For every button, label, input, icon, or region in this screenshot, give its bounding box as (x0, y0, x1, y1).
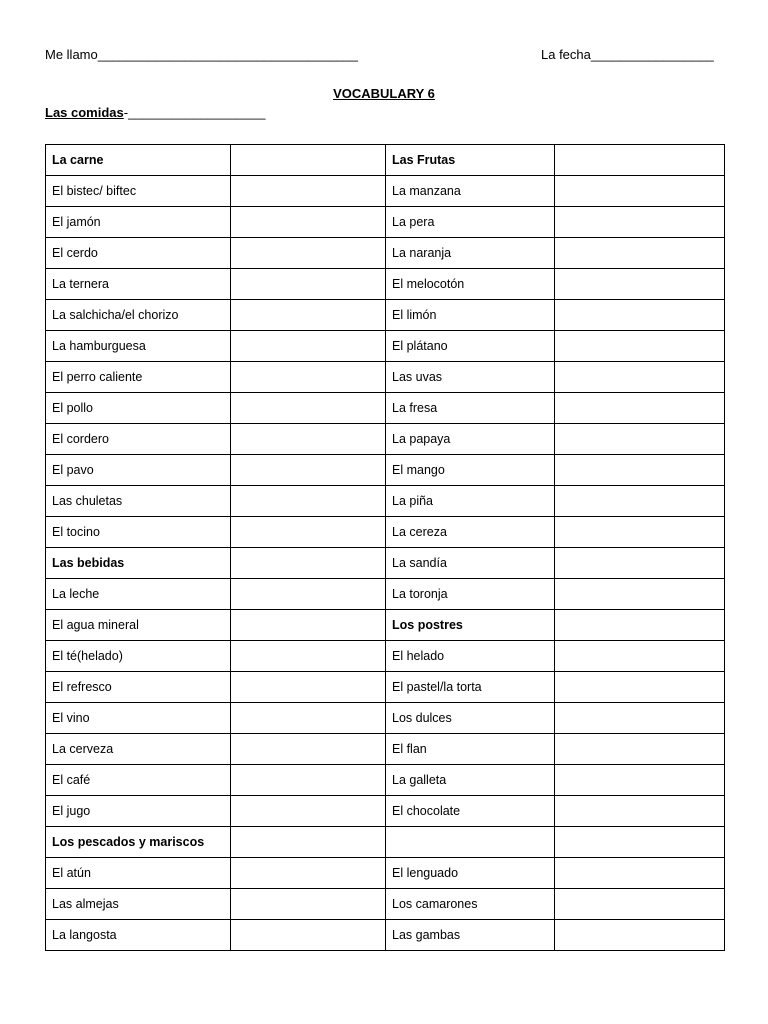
translation-answer-cell[interactable] (231, 858, 386, 889)
translation-answer-cell[interactable] (231, 734, 386, 765)
translation-answer-cell[interactable] (555, 579, 725, 610)
translation-answer-cell[interactable] (555, 517, 725, 548)
translation-answer-cell[interactable] (231, 238, 386, 269)
translation-answer-cell[interactable] (555, 486, 725, 517)
translation-answer-cell[interactable] (555, 827, 725, 858)
spanish-term-cell: El cordero (46, 424, 231, 455)
spanish-term-cell: La galleta (386, 765, 555, 796)
translation-answer-cell[interactable] (555, 889, 725, 920)
spanish-term-cell: La toronja (386, 579, 555, 610)
table-row (46, 331, 725, 362)
translation-answer-cell[interactable] (231, 827, 386, 858)
spanish-term-cell: El jamón (46, 207, 231, 238)
spanish-term-cell: El té(helado) (46, 641, 231, 672)
translation-answer-cell[interactable] (555, 672, 725, 703)
translation-answer-cell[interactable] (555, 300, 725, 331)
translation-answer-cell[interactable] (231, 610, 386, 641)
spanish-term-cell: Las gambas (386, 920, 555, 951)
translation-answer-cell[interactable] (555, 362, 725, 393)
spanish-term-cell: La sandía (386, 548, 555, 579)
table-row (46, 827, 725, 858)
name-label: Me llamo (45, 47, 98, 62)
name-field[interactable] (45, 47, 358, 62)
translation-answer-cell[interactable] (231, 424, 386, 455)
spanish-term-cell: El helado (386, 641, 555, 672)
translation-answer-cell[interactable] (231, 145, 386, 176)
spanish-term-cell: La manzana (386, 176, 555, 207)
spanish-term-cell: Las uvas (386, 362, 555, 393)
spanish-term-cell: El mango (386, 455, 555, 486)
spanish-term-cell: La naranja (386, 238, 555, 269)
date-label: La fecha (541, 47, 591, 62)
table-row (46, 517, 725, 548)
spanish-term-cell: Las chuletas (46, 486, 231, 517)
translation-answer-cell[interactable] (231, 641, 386, 672)
spanish-term-cell: El limón (386, 300, 555, 331)
translation-answer-cell[interactable] (555, 920, 725, 951)
translation-answer-cell[interactable] (555, 641, 725, 672)
translation-answer-cell[interactable] (555, 765, 725, 796)
spanish-term-cell: El jugo (46, 796, 231, 827)
table-row (46, 176, 725, 207)
page-title: VOCABULARY 6 (333, 86, 435, 101)
table-row (46, 610, 725, 641)
spanish-term-cell: El tocino (46, 517, 231, 548)
spanish-term-cell: El lenguado (386, 858, 555, 889)
translation-answer-cell[interactable] (231, 579, 386, 610)
table-row (46, 641, 725, 672)
table-row (46, 765, 725, 796)
spanish-term-cell: Los dulces (386, 703, 555, 734)
table-row (46, 548, 725, 579)
translation-answer-cell[interactable] (555, 455, 725, 486)
spanish-term-cell: La pera (386, 207, 555, 238)
translation-answer-cell[interactable] (231, 486, 386, 517)
date-blank[interactable]: _________________ (590, 47, 714, 62)
translation-answer-cell[interactable] (555, 796, 725, 827)
spanish-term-cell: El flan (386, 734, 555, 765)
spanish-term-cell: El pollo (46, 393, 231, 424)
spanish-term-cell: El pavo (46, 455, 231, 486)
name-blank[interactable]: ____________________________________ (97, 47, 359, 62)
section-heading (45, 105, 265, 120)
table-row (46, 579, 725, 610)
translation-answer-cell[interactable] (555, 610, 725, 641)
category-heading-cell: Las bebidas (46, 548, 231, 579)
translation-answer-cell[interactable] (231, 796, 386, 827)
table-row (46, 393, 725, 424)
spanish-term-cell: La fresa (386, 393, 555, 424)
translation-answer-cell[interactable] (555, 145, 725, 176)
spanish-term-cell: El refresco (46, 672, 231, 703)
spanish-term-cell: El café (46, 765, 231, 796)
translation-answer-cell[interactable] (231, 331, 386, 362)
table-row (46, 424, 725, 455)
spanish-term-cell: La hamburguesa (46, 331, 231, 362)
category-heading-cell: La carne (46, 145, 231, 176)
table-row (46, 145, 725, 176)
translation-answer-cell[interactable] (231, 393, 386, 424)
section-blank[interactable]: -___________________ (123, 105, 266, 120)
translation-answer-cell[interactable] (555, 548, 725, 579)
translation-answer-cell[interactable] (231, 517, 386, 548)
table-row (46, 734, 725, 765)
vocabulary-table (45, 144, 725, 951)
spanish-term-cell: La papaya (386, 424, 555, 455)
translation-answer-cell[interactable] (231, 920, 386, 951)
spanish-term-cell: El bistec/ biftec (46, 176, 231, 207)
spanish-term-cell: El vino (46, 703, 231, 734)
translation-answer-cell[interactable] (231, 269, 386, 300)
spanish-term-cell: El plátano (386, 331, 555, 362)
table-row (46, 238, 725, 269)
spanish-term-cell (386, 827, 555, 858)
table-row (46, 796, 725, 827)
spanish-term-cell: La cerveza (46, 734, 231, 765)
table-row (46, 362, 725, 393)
table-row (46, 269, 725, 300)
table-row (46, 300, 725, 331)
spanish-term-cell: La leche (46, 579, 231, 610)
translation-answer-cell[interactable] (231, 889, 386, 920)
table-row (46, 672, 725, 703)
table-row (46, 207, 725, 238)
date-field[interactable] (541, 47, 714, 62)
translation-answer-cell[interactable] (555, 207, 725, 238)
translation-answer-cell[interactable] (231, 362, 386, 393)
spanish-term-cell: La salchicha/el chorizo (46, 300, 231, 331)
translation-answer-cell[interactable] (555, 331, 725, 362)
translation-answer-cell[interactable] (555, 393, 725, 424)
spanish-term-cell: El melocotón (386, 269, 555, 300)
translation-answer-cell[interactable] (555, 424, 725, 455)
translation-answer-cell[interactable] (555, 734, 725, 765)
table-row (46, 486, 725, 517)
table-row (46, 889, 725, 920)
spanish-term-cell: La ternera (46, 269, 231, 300)
table-row (46, 920, 725, 951)
translation-answer-cell[interactable] (231, 176, 386, 207)
category-heading-cell: Los pescados y mariscos (46, 827, 231, 858)
translation-answer-cell[interactable] (555, 269, 725, 300)
section-label: Las comidas (45, 105, 124, 120)
spanish-term-cell: El pastel/la torta (386, 672, 555, 703)
translation-answer-cell[interactable] (231, 765, 386, 796)
translation-answer-cell[interactable] (555, 703, 725, 734)
spanish-term-cell: El atún (46, 858, 231, 889)
table-row (46, 858, 725, 889)
spanish-term-cell: El agua mineral (46, 610, 231, 641)
spanish-term-cell: Los camarones (386, 889, 555, 920)
category-heading-cell: Los postres (386, 610, 555, 641)
translation-answer-cell[interactable] (231, 455, 386, 486)
table-row (46, 455, 725, 486)
spanish-term-cell: La langosta (46, 920, 231, 951)
spanish-term-cell: Las almejas (46, 889, 231, 920)
translation-answer-cell[interactable] (555, 858, 725, 889)
category-heading-cell: Las Frutas (386, 145, 555, 176)
spanish-term-cell: La piña (386, 486, 555, 517)
vocabulary-table-body (46, 145, 725, 951)
translation-answer-cell[interactable] (231, 300, 386, 331)
spanish-term-cell: La cereza (386, 517, 555, 548)
translation-answer-cell[interactable] (555, 238, 725, 269)
translation-answer-cell[interactable] (231, 207, 386, 238)
spanish-term-cell: El cerdo (46, 238, 231, 269)
translation-answer-cell[interactable] (231, 548, 386, 579)
translation-answer-cell[interactable] (231, 703, 386, 734)
translation-answer-cell[interactable] (555, 176, 725, 207)
translation-answer-cell[interactable] (231, 672, 386, 703)
table-row (46, 703, 725, 734)
spanish-term-cell: El chocolate (386, 796, 555, 827)
spanish-term-cell: El perro caliente (46, 362, 231, 393)
